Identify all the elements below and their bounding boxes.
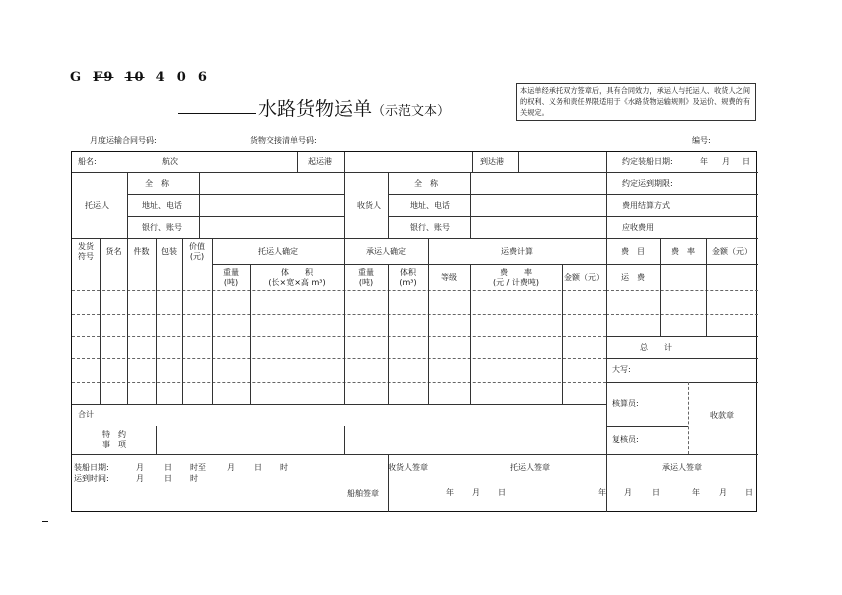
col-carrier-volume-line2: (m³) <box>399 278 417 287</box>
shipper-full-name-label: 全 称 <box>145 179 169 188</box>
footer-year: 年 <box>446 488 454 497</box>
col-weight-line1: 重量 <box>223 268 239 277</box>
footer-day: 日 <box>254 463 262 472</box>
footer-month: 月 <box>624 488 632 497</box>
col-grade: 等级 <box>441 273 457 282</box>
footer-hour: 时 <box>280 463 288 472</box>
title-suffix: （示范文本） <box>372 104 451 119</box>
legal-note-box: 本运单经承托双方签章后，具有合同效力，承运人与托运人、收货人之间的权利、义务和责任界限适用于《水路货物运输规则》及运价、规费的有关规定。 <box>516 83 756 121</box>
footer-day: 日 <box>652 488 660 497</box>
col-carrier-volume-line1: 体积 <box>400 268 416 277</box>
code-part: 0 <box>176 70 187 85</box>
page-title <box>258 94 450 121</box>
date-month: 月 <box>722 157 730 166</box>
margin-dash <box>42 521 48 522</box>
receivable-fees-label: 应收费用 <box>622 223 654 232</box>
title-blank-line <box>178 113 256 114</box>
consignee-full-name-label: 全 称 <box>414 179 438 188</box>
footer-month: 月 <box>136 463 144 472</box>
col-shipper-confirmed: 托运人确定 <box>258 247 298 256</box>
col-goods: 货名 <box>105 247 122 256</box>
shipper-signature-label: 托运人签章 <box>510 463 550 472</box>
reviewer-label: 复核员: <box>612 435 639 444</box>
fee-item-header: 费 目 <box>621 247 645 256</box>
footer-month: 月 <box>719 488 727 497</box>
col-carrier-confirmed: 承运人确定 <box>366 247 406 256</box>
col-weight-line2: (吨) <box>223 278 239 287</box>
col-value-line1: 价值 <box>189 242 205 251</box>
consignee-address-label: 地址、电话 <box>410 201 450 210</box>
footer-month: 月 <box>472 488 480 497</box>
special-terms-line2: 事 项 <box>102 440 126 449</box>
footer-month: 月 <box>227 463 235 472</box>
serial-number-label: 编号: <box>692 136 711 145</box>
agreed-loading-date-label: 约定装船日期: <box>622 157 673 166</box>
fee-rate-header: 费 率 <box>671 247 695 256</box>
shipper-bank-label: 银行、账号 <box>142 223 182 232</box>
loading-date-label: 装船日期: <box>74 463 109 472</box>
footer-hour: 时 <box>190 474 198 483</box>
footer-month: 月 <box>136 474 144 483</box>
col-carrier-weight-line2: (吨) <box>358 278 374 287</box>
col-rate-line2: (元 / 计费吨) <box>492 278 540 287</box>
amount-in-words-label: 大写: <box>612 365 631 374</box>
code-part: 10 <box>124 70 145 85</box>
col-value <box>182 242 212 262</box>
col-volume-line2: (长×宽×高 m³) <box>268 278 326 287</box>
col-carrier-weight <box>344 268 388 288</box>
carrier-signature-label: 承运人签章 <box>662 463 702 472</box>
ship-name-label: 船名: <box>78 157 97 166</box>
grand-total-label: 总 计 <box>640 343 672 352</box>
footer-day: 日 <box>498 488 506 497</box>
document-code <box>70 70 208 85</box>
code-part: 4 <box>155 70 166 85</box>
col-packing: 包装 <box>161 247 177 256</box>
contract-number-label: 月度运输合同号码: <box>90 136 157 145</box>
voyage-label: 航次 <box>162 157 178 166</box>
col-volume-line1: 体 积 <box>281 268 313 277</box>
col-rate-line1: 费 率 <box>500 268 532 277</box>
col-volume <box>250 268 344 288</box>
col-value-line2: (元) <box>189 252 205 261</box>
special-terms-line1: 特 约 <box>102 430 126 439</box>
col-carrier-volume <box>388 268 428 288</box>
arrival-time-label: 运到时间: <box>74 474 109 483</box>
footer-day: 日 <box>745 488 753 497</box>
waybill-form <box>71 151 757 512</box>
subtotal-label: 合计 <box>78 410 94 419</box>
code-part: G <box>70 70 83 85</box>
manifest-number-label: 货物交接清单号码: <box>250 136 317 145</box>
col-freight-calc: 运费计算 <box>501 247 533 256</box>
destination-port-label: 到达港 <box>480 157 504 166</box>
footer-year: 年 <box>692 488 700 497</box>
col-amount: 金额（元） <box>564 273 604 282</box>
fee-amount-header: 金额（元） <box>712 247 752 256</box>
code-part: 6 <box>197 70 208 85</box>
code-part: F9 <box>93 70 114 85</box>
consignee-label: 收货人 <box>357 201 381 210</box>
footer-day: 日 <box>164 463 172 472</box>
date-year: 年 <box>700 157 708 166</box>
freight-fee-label: 运 费 <box>621 273 645 282</box>
footer-year: 年 <box>598 488 606 497</box>
footer-day: 日 <box>164 474 172 483</box>
consignee-signature-label: 收货人签章 <box>388 463 428 472</box>
col-doc-no-line2: 符号 <box>78 252 94 261</box>
special-terms-label <box>72 430 156 450</box>
arrival-deadline-label: 约定运到期限: <box>622 179 673 188</box>
col-rate <box>470 268 562 288</box>
settlement-method-label: 费用结算方式 <box>622 201 670 210</box>
shipper-label: 托运人 <box>85 201 109 210</box>
col-carrier-weight-line1: 重量 <box>358 268 374 277</box>
footer-hour-to: 时至 <box>190 463 206 472</box>
checker-label: 核算员: <box>612 399 639 408</box>
col-doc-no <box>72 242 100 262</box>
receipt-seal-label: 收款章 <box>710 411 734 420</box>
origin-port-label: 起运港 <box>308 157 332 166</box>
shipper-address-label: 地址、电话 <box>142 201 182 210</box>
ship-seal-label: 船舶签章 <box>347 489 379 498</box>
title-text: 水路货物运单 <box>258 98 373 120</box>
col-weight <box>212 268 250 288</box>
consignee-bank-label: 银行、账号 <box>410 223 450 232</box>
col-doc-no-line1: 发货 <box>78 242 94 251</box>
date-day: 日 <box>742 157 750 166</box>
col-pieces: 件数 <box>133 247 150 256</box>
